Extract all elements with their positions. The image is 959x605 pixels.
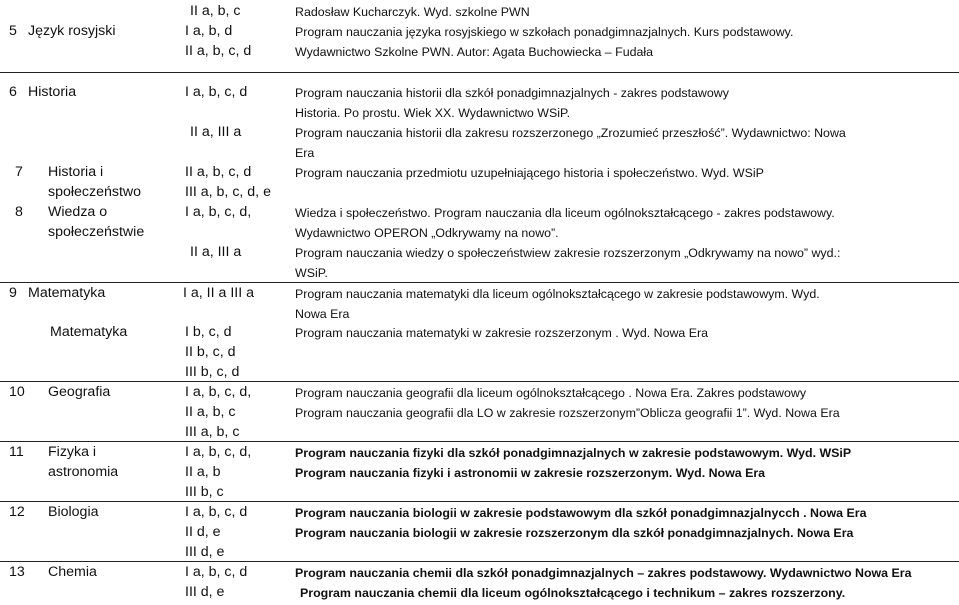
row-number: 5: [9, 23, 17, 39]
class-list: III d, e: [185, 544, 225, 560]
program-entry: Radosław Kucharczyk. Wyd. szkolne PWN: [295, 5, 530, 19]
program-entry: Program nauczania matematyki dla liceum ogólnokształcącego w zakresie podstawowym. Wyd.: [295, 287, 820, 301]
class-list: II a, b, c: [185, 404, 236, 420]
class-list: III d, e: [185, 584, 225, 600]
row-divider: [0, 501, 959, 502]
row-number: 11: [9, 444, 24, 460]
class-list: II a, III a: [190, 124, 242, 140]
program-entry: Program nauczania chemii dla liceum ogólnokształcącego i technikum – zakres rozszerzony.: [300, 586, 846, 600]
class-list: II a, b, c: [190, 3, 241, 19]
class-list: I a, b, c, d,: [185, 444, 252, 460]
program-entry: Program nauczania wiedzy o społeczeństwiew zakresie rozszerzonym „Odkrywamy na nowo” wyd.:: [295, 246, 841, 260]
subject-name: Biologia: [48, 504, 99, 520]
row-number: 9: [9, 285, 17, 301]
subject-name: społeczeństwie: [48, 224, 145, 240]
class-list: I a, b, d: [185, 23, 233, 39]
class-list: I a, b, c, d: [185, 84, 248, 100]
program-entry: Program nauczania geografii dla LO w zakresie rozszerzonym”Oblicza geografii 1”. Wyd. Nowa Era: [295, 406, 840, 420]
class-list: I a, b, c, d: [185, 504, 248, 520]
row-divider: [0, 72, 959, 73]
subject-name: astronomia: [48, 464, 119, 480]
program-entry: Program nauczania fizyki i astronomii w zakresie rozszerzonym. Wyd. Nowa Era: [295, 466, 766, 480]
row-number: 6: [9, 84, 17, 100]
program-entry: Era: [295, 146, 315, 160]
program-entry: Program nauczania chemii dla szkół ponadgimnazjalnych – zakres podstawowy. Wydawnictwo Nowa Era: [295, 566, 912, 580]
subject-name: Historia: [28, 84, 77, 100]
class-list: II a, b, c, d: [185, 43, 252, 59]
class-list: II a, b: [185, 464, 221, 480]
subject-name: Wiedza o: [48, 204, 108, 220]
program-entry: Program nauczania matematyki w zakresie rozszerzonym . Wyd. Nowa Era: [295, 326, 709, 340]
program-entry: Program nauczania fizyki dla szkół ponadgimnazjalnych w zakresie podstawowym. Wyd. WSiP: [295, 446, 852, 460]
row-divider: [0, 561, 959, 562]
subject-name: Fizyka i: [48, 444, 97, 460]
program-entry: Program nauczania języka rosyjskiego w szkołach ponadgimnazjalnych. Kurs podstawowy.: [295, 25, 794, 39]
subject-name: Matematyka: [50, 324, 128, 340]
class-list: II b, c, d: [185, 344, 236, 360]
subject-name: Język rosyjski: [28, 23, 116, 39]
class-list: III a, b, c, d, e: [185, 184, 271, 200]
program-entry: Historia. Po prostu. Wiek XX. Wydawnictwo WSiP.: [295, 106, 571, 120]
row-number: 12: [9, 504, 25, 520]
class-list: II a, b, c, d: [185, 164, 252, 180]
class-list: III b, c, d: [185, 364, 240, 380]
program-entry: Wydawnictwo OPERON „Odkrywamy na nowo”.: [295, 226, 559, 240]
program-entry: Program nauczania historii dla zakresu rozszerzonego „Zrozumieć przeszłość”. Wydawnictwo: Nowa: [295, 126, 846, 140]
program-entry: Nowa Era: [295, 307, 350, 321]
program-entry: Wydawnictwo Szkolne PWN. Autor: Agata Buchowiecka – Fudała: [295, 45, 654, 59]
program-entry: Program nauczania biologii w zakresie rozszerzonym dla szkół ponadgimnazjalnych. Nowa Era: [295, 526, 854, 540]
program-entry: Program nauczania przedmiotu uzupełniającego historia i społeczeństwo. Wyd. WSiP: [295, 166, 764, 180]
program-entry: WSiP.: [295, 266, 328, 280]
row-divider: [0, 381, 959, 382]
subject-name: Historia i: [48, 164, 104, 180]
row-divider: [0, 282, 959, 283]
program-entry: Program nauczania historii dla szkół ponadgimnazjalnych - zakres podstawowy: [295, 86, 729, 100]
row-number: 10: [9, 384, 25, 400]
class-list: III a, b, c: [185, 424, 240, 440]
class-list: I b, c, d: [185, 324, 232, 340]
class-list: II a, III a: [190, 244, 242, 260]
class-list: I a, b, c, d: [185, 564, 248, 580]
program-entry: Wiedza i społeczeństwo. Program nauczania dla liceum ogólnokształcącego - zakres podstawowy.: [295, 206, 835, 220]
subject-name: społeczeństwo: [48, 184, 142, 200]
class-list: I a, b, c, d,: [185, 384, 252, 400]
row-number: 8: [15, 204, 23, 220]
row-number: 13: [9, 564, 25, 580]
row-number: 7: [15, 164, 23, 180]
subject-name: Matematyka: [28, 285, 106, 301]
class-list: II d, e: [185, 524, 221, 540]
program-entry: Program nauczania geografii dla liceum ogólnokształcącego . Nowa Era. Zakres podstawowy: [295, 386, 807, 400]
program-entry: Program nauczania biologii w zakresie podstawowym dla szkół ponadgimnazjalnycch . Nowa Era: [295, 506, 867, 520]
class-list: I a, b, c, d,: [185, 204, 252, 220]
subject-name: Geografia: [48, 384, 111, 400]
row-divider: [0, 441, 959, 442]
class-list: I a, II a III a: [183, 285, 254, 301]
class-list: III b, c: [185, 484, 224, 500]
subject-name: Chemia: [48, 564, 97, 580]
